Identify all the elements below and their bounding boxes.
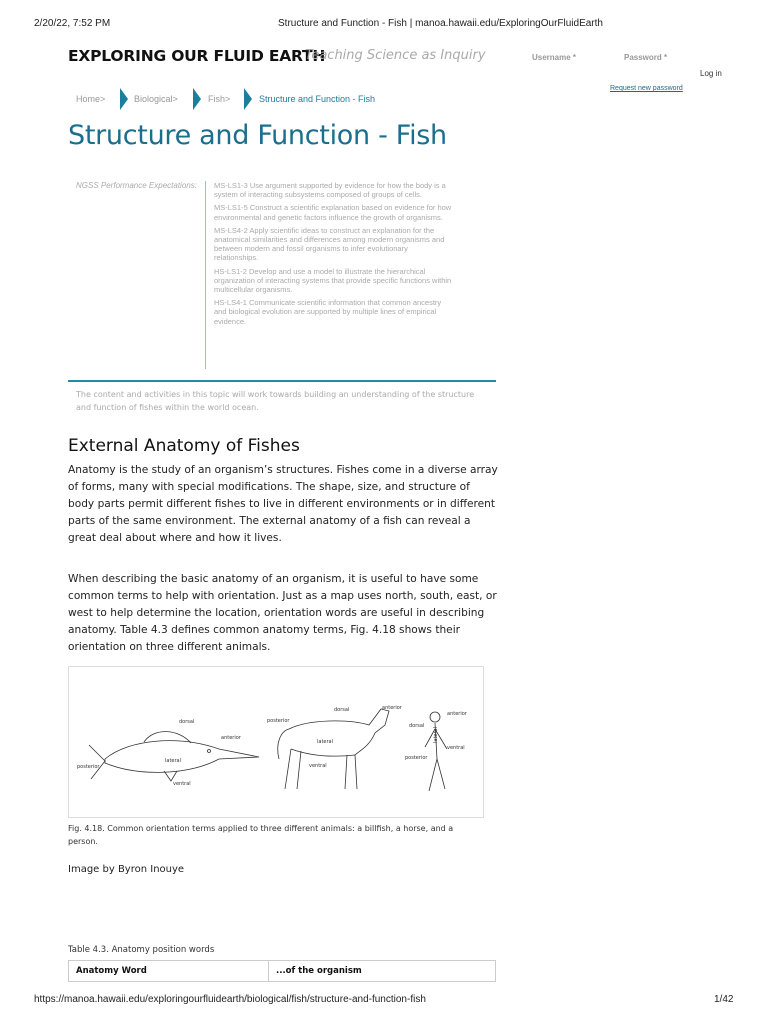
person-lateral-label: lateral [433, 727, 439, 743]
orientation-illustration [69, 667, 483, 817]
person-anterior-label: anterior [447, 711, 467, 717]
print-url: https://manoa.hawaii.edu/exploringourfluidearth/biological/fish/structure-and-function-fish [34, 994, 426, 1005]
breadcrumb-biological[interactable]: Biological> [134, 94, 178, 104]
ngss-list [214, 181, 454, 330]
fish-posterior-label: posterior [77, 764, 100, 770]
horse-lateral-label: lateral [317, 739, 333, 745]
site-title[interactable]: EXPLORING OUR FLUID EARTH [68, 47, 326, 65]
person-posterior-label: posterior [405, 755, 428, 761]
table-caption: Table 4.3. Anatomy position words [68, 945, 215, 955]
ngss-label: NGSS Performance Expectations: [76, 181, 197, 190]
print-datetime: 2/20/22, 7:52 PM [34, 18, 111, 29]
person-drawing [425, 712, 447, 791]
paragraph-orientation: When describing the basic anatomy of an organism, it is useful to have some common terms to help with orientation. Just as a map uses north, south, east, or west to help determine the location, orientation words are useful in describing anatomy. Table 4.3 defines common anatomy terms, Fig. 4.18 shows their orientation on three different animals. [68, 573, 497, 653]
figure-credit: Image by Byron Inouye [68, 864, 185, 875]
horse-dorsal-label: dorsal [334, 707, 350, 713]
print-doc-title: Structure and Function - Fish | manoa.hawaii.edu/ExploringOurFluidEarth [278, 18, 603, 29]
horse-anterior-label: anterior [382, 705, 402, 711]
breadcrumb-chevron-icon [244, 88, 252, 110]
ngss-item: MS-LS1-5 Construct a scientific explanation based on evidence for how environmental and genetic factors influence the growth of organisms. [214, 203, 452, 222]
ngss-item: MS-LS4-2 Apply scientific ideas to construct an explanation for the anatomical similarities and differences among modern organisms and between modern and fossil organisms to infer evolutionary relationships. [214, 225, 445, 263]
ngss-divider [205, 181, 206, 369]
breadcrumb-home[interactable]: Home> [76, 94, 106, 104]
breadcrumb-chevron-icon [193, 88, 201, 110]
password-label: Password * [624, 53, 668, 62]
breadcrumb-current: Structure and Function - Fish [259, 94, 376, 104]
table-header-cell: ...of the organism [276, 966, 362, 976]
fish-ventral-label: ventral [173, 781, 191, 787]
request-password-link[interactable]: Request new password [610, 85, 683, 92]
horse-posterior-label: posterior [267, 718, 290, 724]
person-ventral-label: ventral [447, 745, 465, 751]
horse-ventral-label: ventral [309, 763, 327, 769]
intro-text: The content and activities in this topic will work towards building an understanding of the structure and function of fishes within the world ocean. [76, 390, 475, 412]
login-link[interactable]: Log in [700, 69, 722, 78]
ngss-item: HS-LS4-1 Communicate scientific information that common ancestry and biological evolution are supported by multiple lines of empirical evidence. [214, 298, 442, 326]
anatomy-table [68, 960, 496, 982]
breadcrumb-chevron-icon [120, 88, 128, 110]
username-label: Username * [532, 53, 577, 62]
fish-lateral-label: lateral [165, 758, 181, 764]
figure-caption: Fig. 4.18. Common orientation terms applied to three different animals: a billfish, a horse, and a person. [68, 824, 454, 846]
page-title: Structure and Function - Fish [68, 120, 447, 151]
orientation-figure [68, 666, 484, 818]
site-tagline: Teaching Science as Inquiry [305, 48, 486, 63]
person-dorsal-label: dorsal [409, 723, 425, 729]
print-page-number: 1/42 [714, 994, 734, 1005]
fish-dorsal-label: dorsal [179, 719, 195, 725]
section-heading: External Anatomy of Fishes [68, 436, 300, 456]
table-header-cell: Anatomy Word [69, 961, 269, 981]
horse-drawing [278, 709, 389, 789]
ngss-item: MS-LS1-3 Use argument supported by evidence for how the body is a system of interacting subsystems composed of groups of cells. [214, 181, 446, 200]
fish-anterior-label: anterior [221, 735, 241, 741]
paragraph-anatomy: Anatomy is the study of an organism’s structures. Fishes come in a diverse array of forms, many with special modifications. The shape, size, and structure of body parts permit different fishes to live in different environments or in different parts of the same environment. The external anatomy of a fish can reveal a great deal about where and how it lives. [68, 464, 498, 544]
section-divider [68, 380, 496, 382]
breadcrumb-fish[interactable]: Fish> [208, 94, 231, 104]
ngss-item: HS-LS1-2 Develop and use a model to illustrate the hierarchical organization of interacting systems that provide specific functions within multicellular organisms. [214, 266, 452, 295]
